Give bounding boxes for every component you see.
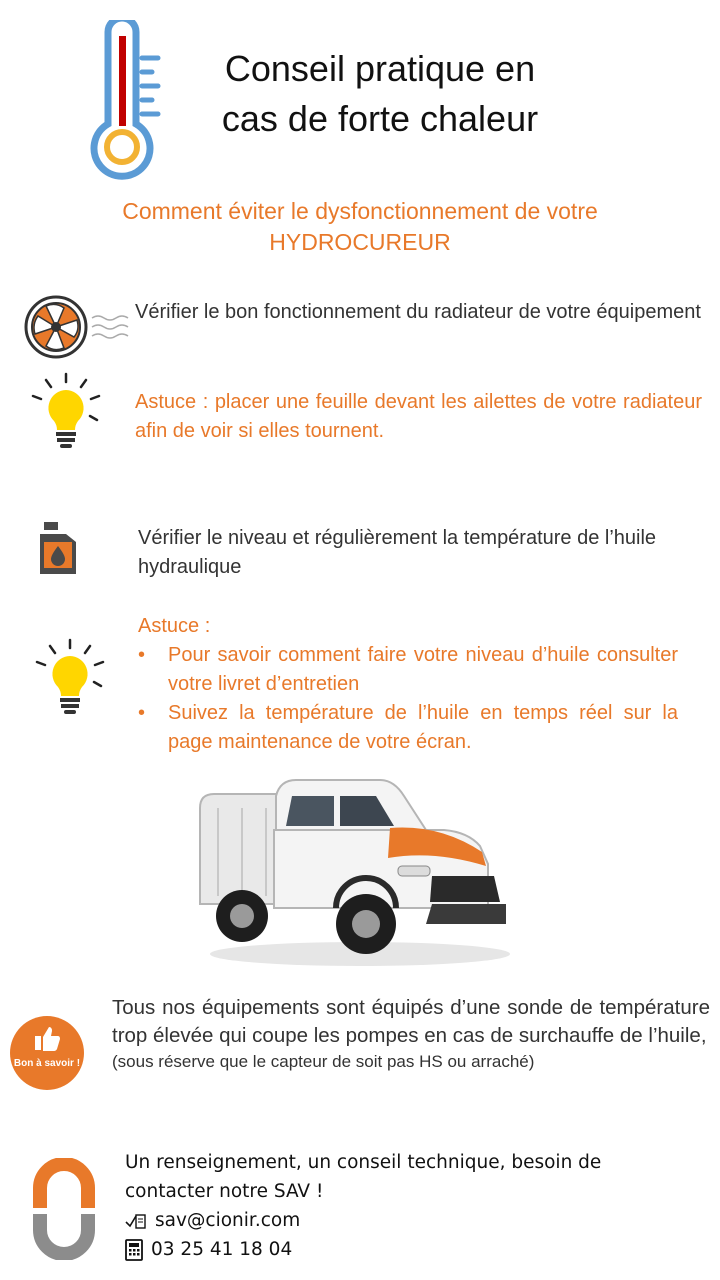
- radiator-fan-icon: [24, 294, 130, 360]
- cionir-logo: [32, 1158, 96, 1260]
- subtitle-line-1: Comment éviter le dysfonctionnement de votre: [122, 198, 598, 224]
- mail-icon: [125, 1212, 147, 1230]
- pickup-truck-illustration: [170, 768, 530, 973]
- page-subtitle: [60, 196, 660, 258]
- good-to-know-block: [112, 994, 710, 1074]
- email-row: [125, 1206, 705, 1235]
- badge-label: Bon à savoir !: [13, 1058, 81, 1069]
- tip-item: • Suivez la température de l’huile en temps réel sur la page maintenance de votre écran.: [168, 699, 678, 757]
- oil-can-icon: [36, 520, 82, 576]
- subtitle-line-2: HYDROCUREUR: [269, 229, 451, 255]
- good-to-know-note: (sous réserve que le capteur de soit pas HS ou arraché): [112, 1052, 535, 1071]
- phone-row: [125, 1235, 705, 1264]
- thermometer-icon: [88, 20, 168, 180]
- good-to-know-text: Tous nos équipements sont équipés d’une sonde de température trop élevée qui coupe les pompes en cas de surchauffe de l’huile,: [112, 996, 710, 1047]
- lightbulb-icon: [34, 638, 106, 718]
- section1-text: Vérifier le bon fonctionnement du radiateur de votre équipement: [135, 301, 701, 323]
- title-line-1: Conseil pratique en: [224, 48, 536, 89]
- contact-line-1: Un renseignement, un conseil technique, besoin de: [125, 1152, 602, 1173]
- phone-number[interactable]: 03 25 41 18 04: [151, 1239, 293, 1260]
- section1-tip: Astuce : placer une feuille devant les ailettes de votre radiateur afin de voir si elles tournent.: [135, 391, 702, 442]
- lightbulb-icon: [30, 372, 102, 452]
- section2-text: Vérifier le niveau et régulièrement la température de l’huile hydraulique: [138, 527, 657, 578]
- tip-item: • Pour savoir comment faire votre niveau d’huile consulter votre livret d’entretien: [168, 641, 678, 699]
- section2-tip: [138, 612, 678, 757]
- title-line-2: cas de forte chaleur: [221, 98, 539, 139]
- good-to-know-badge: [10, 1016, 84, 1090]
- contact-block: [125, 1148, 705, 1264]
- tip-heading: Astuce :: [138, 615, 211, 637]
- tip-list: [138, 641, 678, 757]
- thumbs-up-icon: [33, 1024, 61, 1052]
- email-link[interactable]: sav@cionir.com: [155, 1210, 301, 1231]
- page-title: [170, 44, 590, 144]
- phone-icon: [125, 1239, 143, 1261]
- contact-line-2: contacter notre SAV !: [125, 1181, 324, 1202]
